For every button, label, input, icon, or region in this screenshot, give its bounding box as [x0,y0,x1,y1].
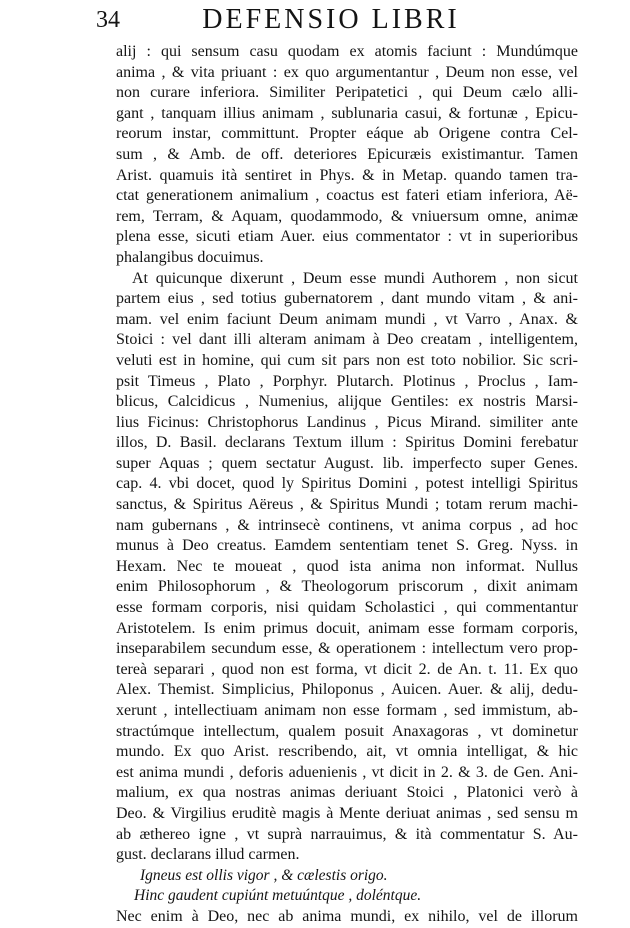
text-line: ctat generationem animalium , coactus est fateri etiam inferiora, Aë- [116,187,578,205]
paragraph-start: At quicunque dixerunt , Deum esse mundi Authorem , non sicut [132,269,578,287]
text-line: Hexam. Nec te moueat , quod ista anima non informat. Nullus [116,557,578,575]
text-line: esse formam corporis, nisi quidam Scholastici , qui commentantur [116,599,578,617]
text-line: stractúmque intellectum, qualem posuit Anaxagoras , vt dominetur [116,722,578,740]
text-line: super Aquas ; quem sectatur August. lib. imperfecto super Genes. [116,454,578,472]
verse-line: Hinc gaudent cupiúnt metuúntque , doléntque. [134,887,422,905]
text-line: phalangibus docuimus. [116,248,264,266]
text-line: rem, Terram, & Aquam, quodammodo, & vniuersum omne, animæ [116,207,578,225]
text-line: ab æthereo igne , vt suprà narrauimus, & ità commentatur S. Au- [116,825,578,843]
text-line: veluti est in homine, qui cum sit pars non est toto nobilior. Sic scri- [116,351,578,369]
text-line: lius Ficinus: Christophorus Landinus , Picus Mirand. similiter ante [116,413,578,431]
text-line: psit Timeus , Plato , Porphyr. Plutarch. Plotinus , Proclus , Iam- [116,372,578,390]
text-line: gant , tanquam illius animam , sublunaria casui, & fortunæ , Epicu- [116,104,578,122]
page-header [96,4,566,44]
text-line: xerunt , intellectiuam animam non esse formam , sed immistum, ab- [116,702,578,719]
text-line: munus à Deo creatus. Eamdem sententiam tenet S. Greg. Nyss. in [116,537,578,555]
text-line: cap. 4. vbi docet, quod ly Spiritus Domini , potest intelligi Spiritus [116,475,578,493]
text-line: tereà separari , quod non est forma, vt dicit 2. de An. t. 11. Ex quo [116,660,578,678]
body-text [116,42,578,928]
text-line: reorum instar, committunt. Propter eáque ab Origene contra Cel- [116,125,578,143]
page-number: 34 [96,7,120,33]
text-line: gust. declarans illud carmen. [116,846,300,864]
text-line: partem eius , sed totius gubernatorem , dant mundo vitam , & ani- [116,290,578,308]
text-line: nam gubernans , & intrinsecè continens, vt anima corpus , ad hoc [116,516,578,534]
final-text-line: Nec enim à Deo, nec ab anima mundi, ex nihilo, vel de illorum [116,907,578,925]
text-line: est anima mundi , deforis aduenienis , vt dicit in 2. & 3. de Gen. Ani- [116,763,578,781]
text-line: Arist. quamuis ità sentiret in Phys. & in Metap. quando tamen tra- [116,166,578,184]
text-line: enim Philosophorum , & Theologorum priscorum , dixit animam [116,578,578,596]
running-title: DEFENSIO LIBRI [202,4,460,35]
text-line: Alex. Themist. Simplicius, Philoponus , Auicen. Auer. & alij, dedu- [116,681,578,699]
text-line: illos, D. Basil. declarans Textum illum : Spiritus Domini ferebatur [116,434,578,452]
text-line: inseparabilem secundum esse, & operationem : intellectum vero prop- [116,640,578,658]
text-line: Aristotelem. Is enim primus docuit, animam esse formam corporis, [116,619,578,637]
text-line: Stoici : vel dant illi alteram animam à Deo creatam , intelligentem, [116,331,578,349]
verse-line: Igneus est ollis vigor , & cælestis origo. [140,866,388,884]
text-line: mam. vel enim faciunt Deum animam mundi , vt Varro , Anax. & [116,310,578,328]
text-line: mundo. Ex quo Arist. rescribendo, ait, vt omnia intelligat, & hic [116,743,578,761]
text-line: malium, ex qua nostras animas deriuant Stoici , Platonici verò à [116,784,578,802]
text-line: sanctus, & Spiritus Aëreus , & Spiritus Mundi ; totam rerum machi- [116,496,578,514]
text-line: Deo. & Virgilius eruditè magis à Mente deriuat animas , sed sensu m [116,804,578,822]
text-line: plena esse, sicuti etiam Auer. eius commentator : vt in superioribus [116,228,578,246]
text-line: anima , & vita priuant : ex quo argumentantur , Deum non esse, vel [116,63,578,81]
text-line: non curare inferiora. Similiter Peripatetici , qui Deum cælo alli- [116,84,578,102]
text-line: sum , & Amb. de off. deteriores Epicuræis existimantur. Tamen [116,145,578,163]
text-line: alij : qui sensum casu quodam ex atomis faciunt : Mundúmque [116,43,578,60]
text-line: blicus, Calcidicus , Numenius, alijque Gentiles: ex nostris Marsi- [116,393,578,411]
